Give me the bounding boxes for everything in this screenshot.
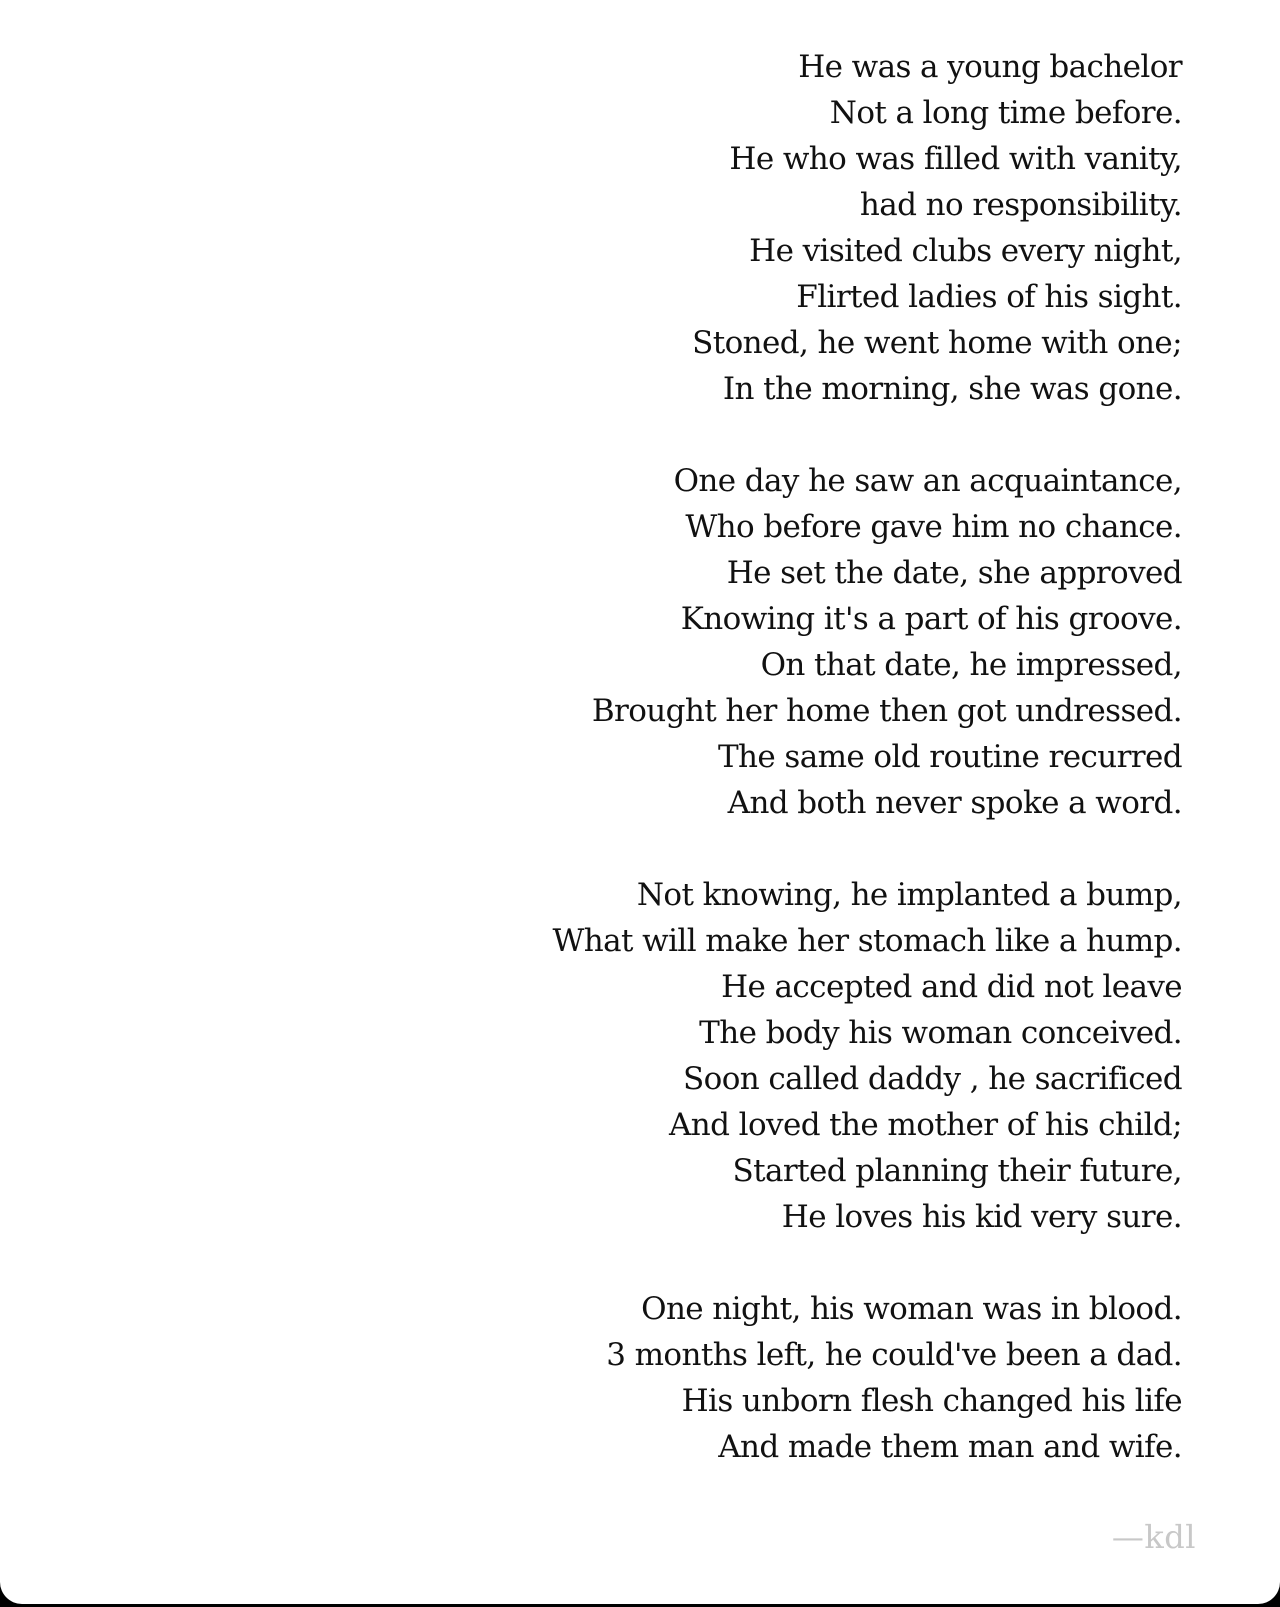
stanza-3 <box>422 872 1182 1240</box>
poem-body <box>422 44 1182 1516</box>
poem-line: He set the date, she approved <box>726 555 1182 591</box>
stanza-2 <box>422 458 1182 826</box>
poem-line: He accepted and did not leave <box>721 969 1182 1005</box>
poem-line: Not a long time before. <box>829 95 1182 131</box>
poem-line: Started planning their future, <box>732 1153 1182 1189</box>
author-signature: —kdl <box>1111 1518 1196 1556</box>
poem-line: He who was filled with vanity, <box>729 141 1182 177</box>
poem-line: Stoned, he went home with one; <box>692 325 1182 361</box>
poem-line: Not knowing, he implanted a bump, <box>636 877 1182 913</box>
poem-line: He was a young bachelor <box>798 49 1182 85</box>
poem-line: His unborn flesh changed his life <box>681 1383 1182 1419</box>
poem-line: Knowing it's a part of his groove. <box>680 601 1182 637</box>
poem-line: He loves his kid very sure. <box>781 1199 1182 1235</box>
poem-line: One day he saw an acquaintance, <box>673 463 1182 499</box>
poem-line: And both never spoke a word. <box>727 785 1182 821</box>
poem-line: Flirted ladies of his sight. <box>796 279 1182 315</box>
poem-line: And made them man and wife. <box>718 1429 1182 1465</box>
poem-line: Soon called daddy , he sacrificed <box>683 1061 1182 1097</box>
poem-line: Brought her home then got undressed. <box>591 693 1182 729</box>
poem-line: In the morning, she was gone. <box>722 371 1182 407</box>
poem-line: Who before gave him no chance. <box>685 509 1182 545</box>
poem-line: What will make her stomach like a hump. <box>552 923 1182 959</box>
poem-line: had no responsibility. <box>859 187 1182 223</box>
poem-line: He visited clubs every night, <box>749 233 1182 269</box>
stanza-4 <box>422 1286 1182 1470</box>
poem-line: The same old routine recurred <box>717 739 1182 775</box>
poem-line: The body his woman conceived. <box>699 1015 1182 1051</box>
poem-line: 3 months left, he could've been a dad. <box>606 1337 1182 1373</box>
poem-line: And loved the mother of his child; <box>669 1107 1182 1143</box>
poem-line: One night, his woman was in blood. <box>641 1291 1182 1327</box>
poem-line: On that date, he impressed, <box>760 647 1182 683</box>
stanza-1 <box>422 44 1182 412</box>
